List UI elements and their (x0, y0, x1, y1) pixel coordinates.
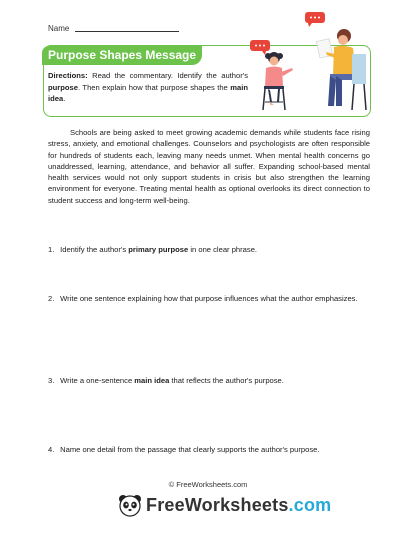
woman-figure (316, 29, 366, 110)
name-line[interactable] (75, 31, 179, 32)
name-field (48, 24, 179, 33)
panda-logo-icon (118, 493, 142, 517)
question-2: 2. Write one sentence explaining how that purpose influences what the author emphasizes. (48, 294, 358, 303)
directions-text: Directions: Read the commentary. Identify the author's purpose. Then explain how that purpose shapes the main idea. (48, 71, 248, 103)
commentary-passage: Schools are being asked to meet growing academic demands while students face rising stress, anxiety, and emotional challenges. Counselors and psychologists are often responsible for hundreds of students each, leaving many needs unmet. When mental health concerns go unaddressed, learning, attendance, and behavior all suffer. Expanding school-based mental health services would not only support students in crisis but also strengthen the learning environment for everyone. Treating mental health as optional overlooks its direct connection to student success and long-term well-being. (48, 128, 370, 205)
speech-bubble-icon (305, 12, 325, 27)
girl-figure (263, 52, 293, 110)
freeworksheets-logo[interactable] (118, 490, 331, 520)
footer-url[interactable]: © FreeWorksheets.com (168, 480, 248, 489)
worksheet-title: Purpose Shapes Message (42, 46, 202, 65)
question-4: 4. Name one detail from the passage that clearly supports the author's purpose. (48, 445, 320, 454)
question-1: 1. Identify the author's primary purpose in one clear phrase. (48, 245, 258, 254)
name-label: Name (48, 24, 70, 33)
question-3: 3. Write a one-sentence main idea that reflects the author's purpose. (48, 376, 284, 385)
speech-bubble-icon (250, 40, 270, 55)
logo-text: FreeWorksheets.com (146, 494, 332, 515)
directions-label: Directions: (48, 71, 88, 80)
two-people-talking-illustration (248, 10, 378, 116)
